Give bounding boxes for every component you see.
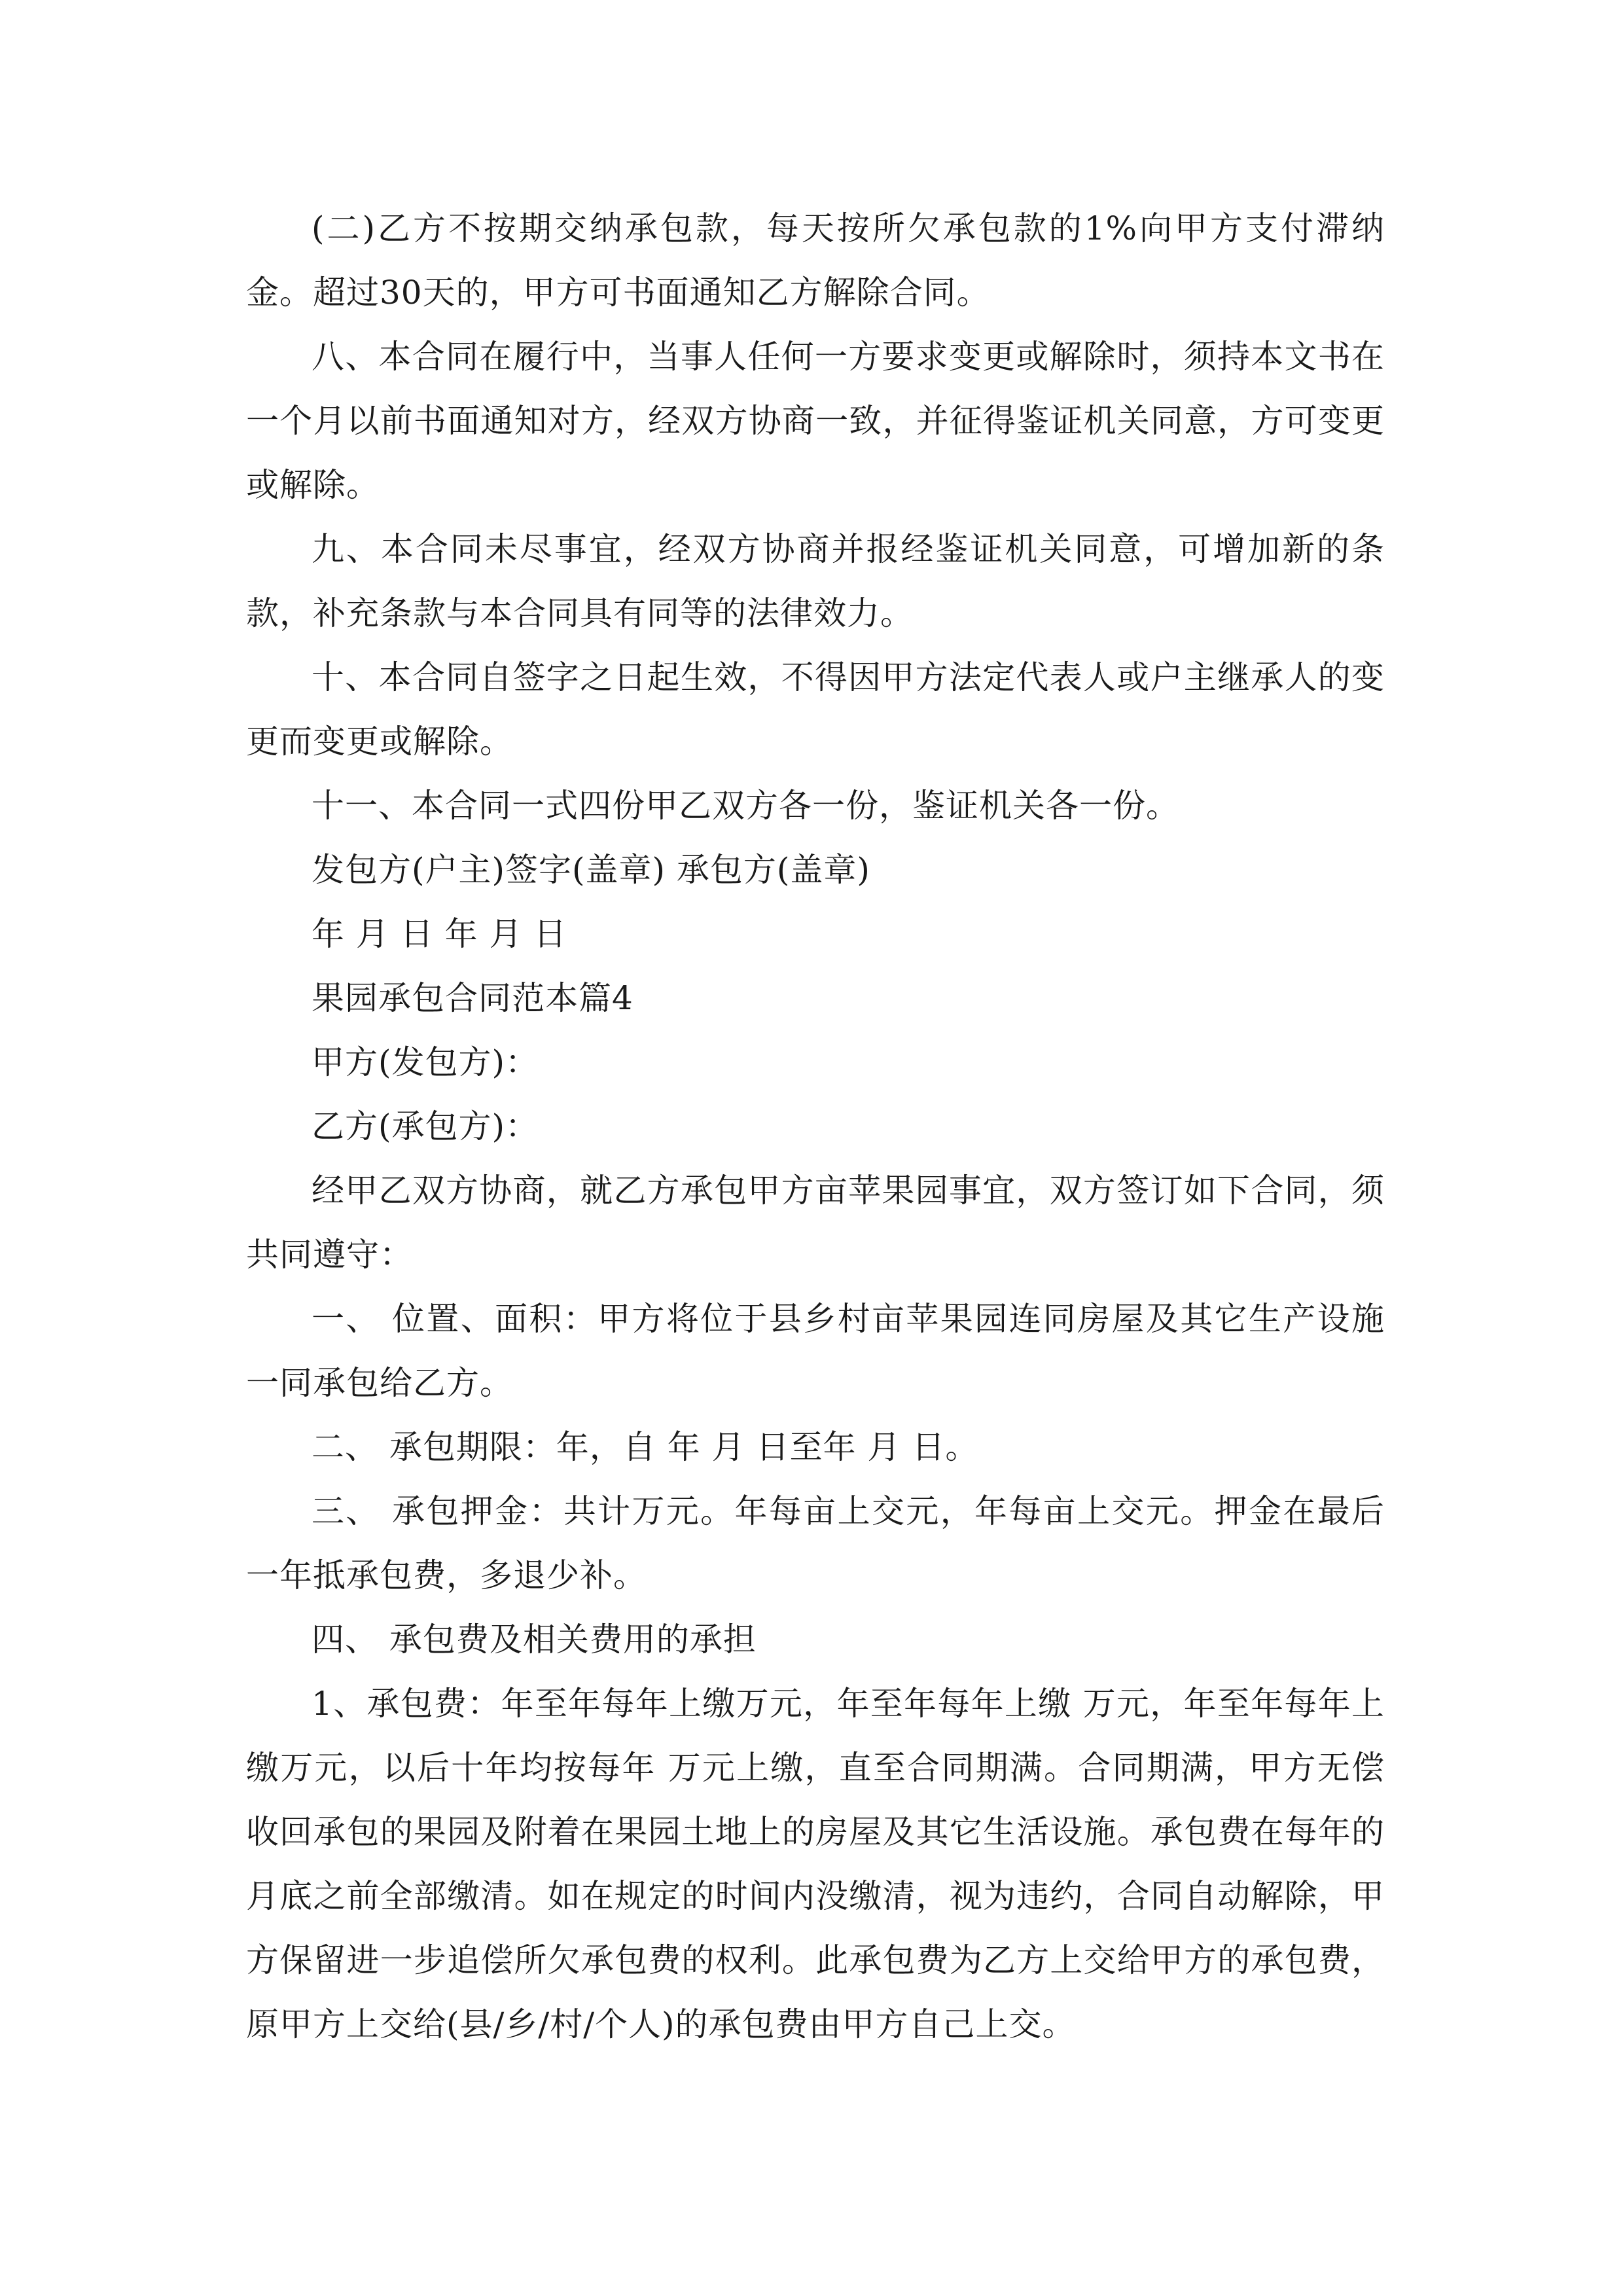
clause-9-supplement: 九、本合同未尽事宜，经双方协商并报经鉴证机关同意，可增加新的条款，补充条款与本合同具有同等的法律效力。 xyxy=(246,530,1385,632)
article-2-term: 二、 承包期限：年，自 年 月 日至年 月 日。 xyxy=(312,1428,979,1466)
date-line: 年 月 日 年 月 日 xyxy=(312,915,567,953)
article-3-deposit: 三、 承包押金：共计万元。年每亩上交元，年每亩上交元。押金在最后一年抵承包费，多退少补。 xyxy=(246,1492,1385,1594)
party-b: 乙方(承包方)： xyxy=(312,1107,539,1145)
article-1-location: 一、 位置、面积：甲方将位于县乡村亩苹果园连同房屋及其它生产设施一同承包给乙方。 xyxy=(246,1300,1385,1402)
preamble: 经甲乙双方协商，就乙方承包甲方亩苹果园事宜，双方签订如下合同，须共同遵守： xyxy=(246,1172,1385,1274)
article-4-fees-heading: 四、 承包费及相关费用的承担 xyxy=(312,1621,757,1659)
article-4-1-contract-fee: 1、承包费：年至年每年上缴万元，年至年每年上缴 万元，年至年每年上缴万元，以后十年均按每年 万元上缴，直至合同期满。合同期满，甲方无偿收回承包的果园及附着在果园土地上的房屋及其它生活设施。承包费在每年的 月底之前全部缴清。如在规定的时间内没缴清，视为违约，合同自动解除，甲方保留进一步追偿所欠承包费的权利。此承包费为乙方上交给甲方的承包费，原甲方上交给(县/乡/村/个人)的承包费由甲方自己上交。 xyxy=(246,1685,1385,2043)
clause-late-payment: (二)乙方不按期交纳承包款，每天按所欠承包款的1%向甲方支付滞纳金。超过30天的，甲方可书面通知乙方解除合同。 xyxy=(246,209,1385,312)
clause-10-effect: 十、本合同自签字之日起生效，不得因甲方法定代表人或户主继承人的变更而变更或解除。 xyxy=(246,658,1385,761)
clause-8-modification: 八、本合同在履行中，当事人任何一方要求变更或解除时，须持本文书在一个月以前书面通知对方，经双方协商一致，并征得鉴证机关同意，方可变更或解除。 xyxy=(246,338,1385,504)
party-a: 甲方(发包方)： xyxy=(312,1043,539,1081)
clause-11-copies: 十一、本合同一式四份甲乙双方各一份，鉴证机关各一份。 xyxy=(312,787,1179,825)
signature-line: 发包方(户主)签字(盖章) 承包方(盖章) xyxy=(312,851,870,889)
section-title: 果园承包合同范本篇4 xyxy=(312,979,633,1017)
document-body xyxy=(246,196,1385,2056)
